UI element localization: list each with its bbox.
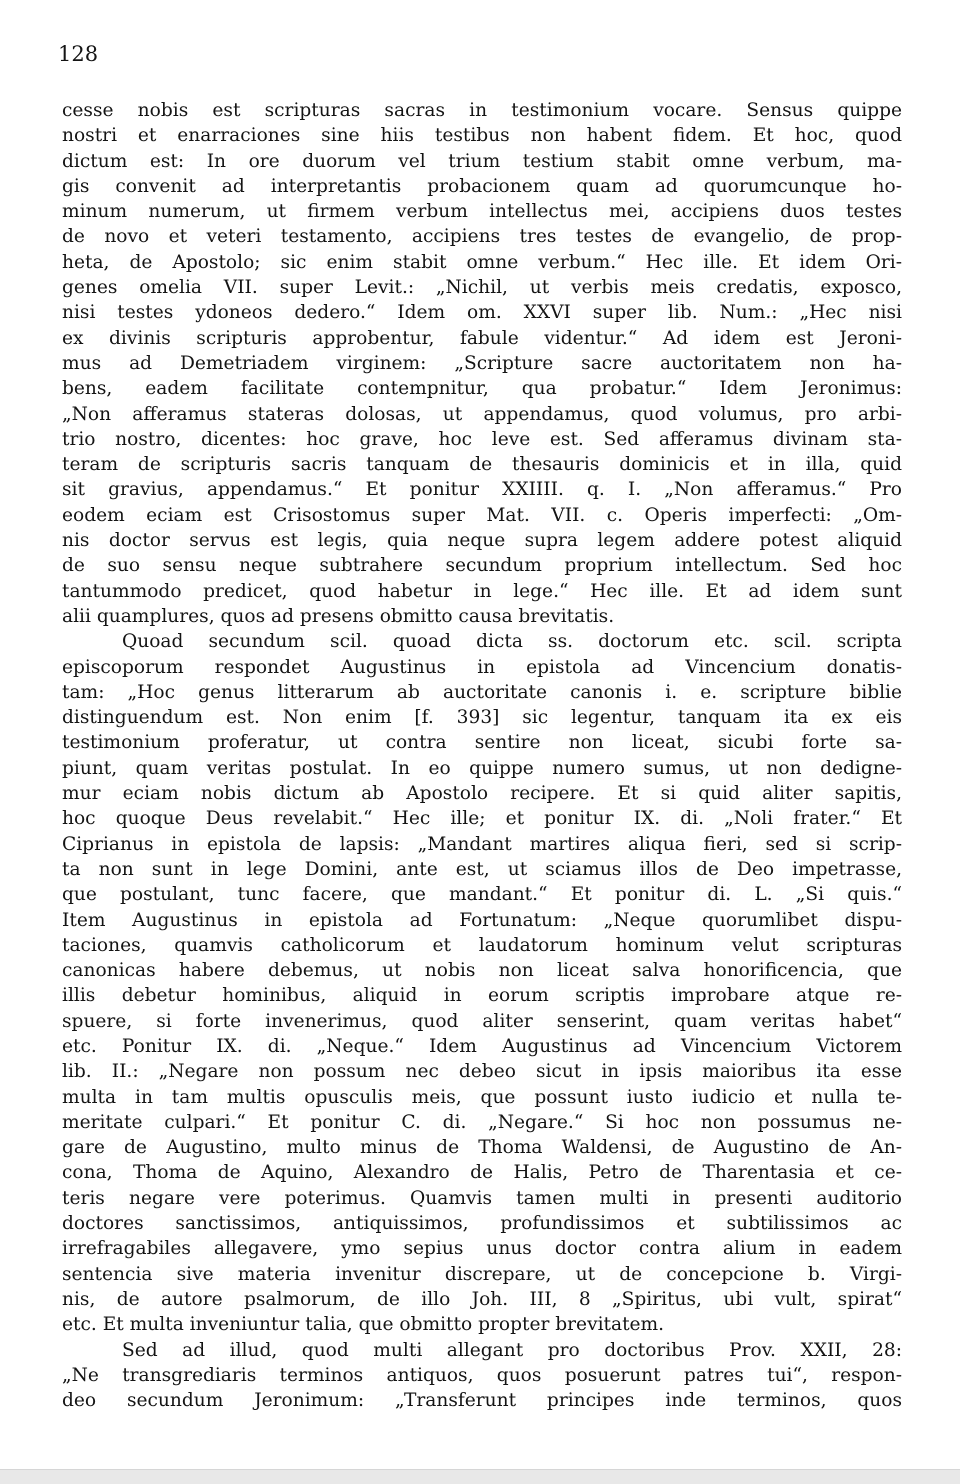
text-line: illis debetur hominibus, aliquid in eorum scriptis improbare atque re-: [62, 985, 902, 1007]
text-line: sit gravius, appendamus.“ Et ponitur XXIIII. q. I. „Non afferamus.“ Pro: [62, 479, 902, 501]
text-line: gis convenit ad interpretantis probacionem quam ad quorumcunque ho-: [62, 175, 902, 197]
text-line: ex divinis scripturis approbentur, fabule videntur.“ Ad idem est Jeroni-: [62, 327, 902, 349]
text-line: etc. Ponitur IX. di. „Neque.“ Idem Augustinus ad Vincencium Victorem: [62, 1035, 902, 1057]
text-line: taciones, quamvis catholicorum et laudatorum hominum velut scripturas: [62, 934, 902, 956]
text-line: episcoporum respondet Augustinus in epistola ad Vincencium donatis-: [62, 656, 902, 678]
text-line: canonicas habere debemus, ut nobis non liceat salva honorificencia, que: [62, 960, 902, 982]
text-line: Item Augustinus in epistola ad Fortunatum: „Neque quorumlibet dispu-: [62, 909, 902, 931]
text-line: teris negare vere poterimus. Quamvis tamen multi in presenti auditorio: [62, 1187, 902, 1209]
text-line: hoc quoque Deus revelabit.“ Hec ille; et ponitur IX. di. „Noli frater.“ Et: [62, 808, 902, 830]
text-line: genes omelia VII. super Levit.: „Nichil, ut verbis meis credatis, exposco,: [62, 277, 902, 299]
body-text: [62, 98, 902, 1413]
text-line: mur eciam nobis dictum ab Apostolo recipere. Et si quid aliter sapitis,: [62, 783, 902, 805]
text-line: lib. II.: „Negare non possum nec debeo sicut in ipsis maioribus ita esse: [62, 1061, 902, 1083]
scan-bottom-edge: [0, 1469, 960, 1484]
text-line: Quoad secundum scil. quoad dicta ss. doctorum etc. scil. scripta: [122, 631, 902, 653]
text-line: eodem eciam est Crisostomus super Mat. VII. c. Operis imperfecti: „Om-: [62, 504, 902, 526]
text-line: spuere, si forte invenerimus, quod aliter senserint, quam veritas habet“: [62, 1010, 902, 1032]
text-line: de novo et veteri testamento, accipiens tres testes de evangelio, de prop-: [62, 226, 902, 248]
text-line: doctores sanctissimos, antiquissimos, profundissimos et subtilissimos ac: [62, 1213, 902, 1235]
text-line: multa in tam multis opusculis meis, que possunt iusto iudicio et nulla te-: [62, 1086, 902, 1108]
text-line: testimonium proferatur, ut contra sentire non liceat, sicubi forte sa-: [62, 732, 902, 754]
text-line: minum numerum, ut firmem verbum intellectus mei, accipiens duos testes: [62, 201, 902, 223]
text-line: tantummodo predicet, quod habetur in lege.“ Hec ille. Et ad idem sunt: [62, 580, 902, 602]
text-line: sentencia sive materia invenitur discrepare, ut de concepcione b. Virgi-: [62, 1263, 902, 1285]
text-line: cona, Thoma de Aquino, Alexandro de Halis, Petro de Tharentasia et ce-: [62, 1162, 902, 1184]
text-line: „Non afferamus stateras dolosas, ut appendamus, quod volumus, pro arbi-: [62, 403, 902, 425]
text-line: deo secundum Jeronimum: „Transferunt principes inde terminos, quos: [62, 1390, 902, 1412]
page-number: 128: [58, 42, 99, 66]
text-line: distinguendum est. Non enim [f. 393] sic legentur, tanquam ita ex eis: [62, 707, 902, 729]
text-line: ta non sunt in lege Domini, ante est, ut sciamus illos de Deo impetrasse,: [62, 858, 902, 880]
text-line: nis, de autore psalmorum, de illo Joh. III, 8 „Spiritus, ubi vult, spirat“: [62, 1288, 902, 1310]
text-line: nis doctor servus est legis, quia neque supra legem addere potest aliquid: [62, 530, 902, 552]
text-line: Ciprianus in epistola de lapsis: „Mandant martires aliqua fieri, sed si scrip-: [62, 833, 902, 855]
text-line: gare de Augustino, multo minus de Thoma Waldensi, de Augustino de An-: [62, 1137, 902, 1159]
text-line: Sed ad illud, quod multi allegant pro doctoribus Prov. XXII, 28:: [122, 1339, 902, 1361]
text-line: etc. Et multa inveniuntur talia, que obmitto propter brevitatem.: [62, 1314, 665, 1336]
text-line: nisi testes ydoneos dedero.“ Idem om. XXVI super lib. Num.: „Hec nisi: [62, 302, 902, 324]
text-line: heta, de Apostolo; sic enim stabit omne verbum.“ Hec ille. Et idem Ori-: [62, 251, 902, 273]
text-line: „Ne transgrediaris terminos antiquos, quos posuerunt patres tui“, respon-: [62, 1364, 902, 1386]
text-line: alii quamplures, quos ad presens obmitto causa brevitatis.: [62, 605, 615, 627]
text-line: dictum est: In ore duorum vel trium testium stabit omne verbum, ma-: [62, 150, 902, 172]
text-line: mus ad Demetriadem virginem: „Scripture sacre auctoritatem non ha-: [62, 352, 902, 374]
text-line: de suo sensu neque subtrahere secundum proprium intellectum. Sed hoc: [62, 555, 902, 577]
text-line: irrefragabiles allegavere, ymo sepius unus doctor contra alium in eadem: [62, 1238, 902, 1260]
text-line: cesse nobis est scripturas sacras in testimonium vocare. Sensus quippe: [62, 100, 902, 121]
text-line: que postulant, tunc facere, que mandant.“ Et ponitur di. L. „Si quis.“: [62, 884, 902, 906]
text-line: nostri et enarraciones sine hiis testibus non habent fidem. Et hoc, quod: [62, 125, 902, 147]
text-line: bens, eadem facilitate contempnitur, qua probatur.“ Idem Jeronimus:: [62, 378, 902, 400]
text-line: tam: „Hoc genus litterarum ab auctoritate canonis i. e. scripture biblie: [62, 681, 902, 703]
text-line: meritate culpari.“ Et ponitur C. di. „Negare.“ Si hoc non possumus ne-: [62, 1111, 902, 1133]
text-line: teram de scripturis sacris tanquam de thesauris dominicis et in illa, quid: [62, 454, 902, 476]
text-line: trio nostro, dicentes: hoc grave, hoc leve est. Sed afferamus divinam sta-: [62, 428, 902, 450]
text-line: piunt, quam veritas postulat. In eo quippe numero sumus, ut non dedigne-: [62, 757, 902, 779]
